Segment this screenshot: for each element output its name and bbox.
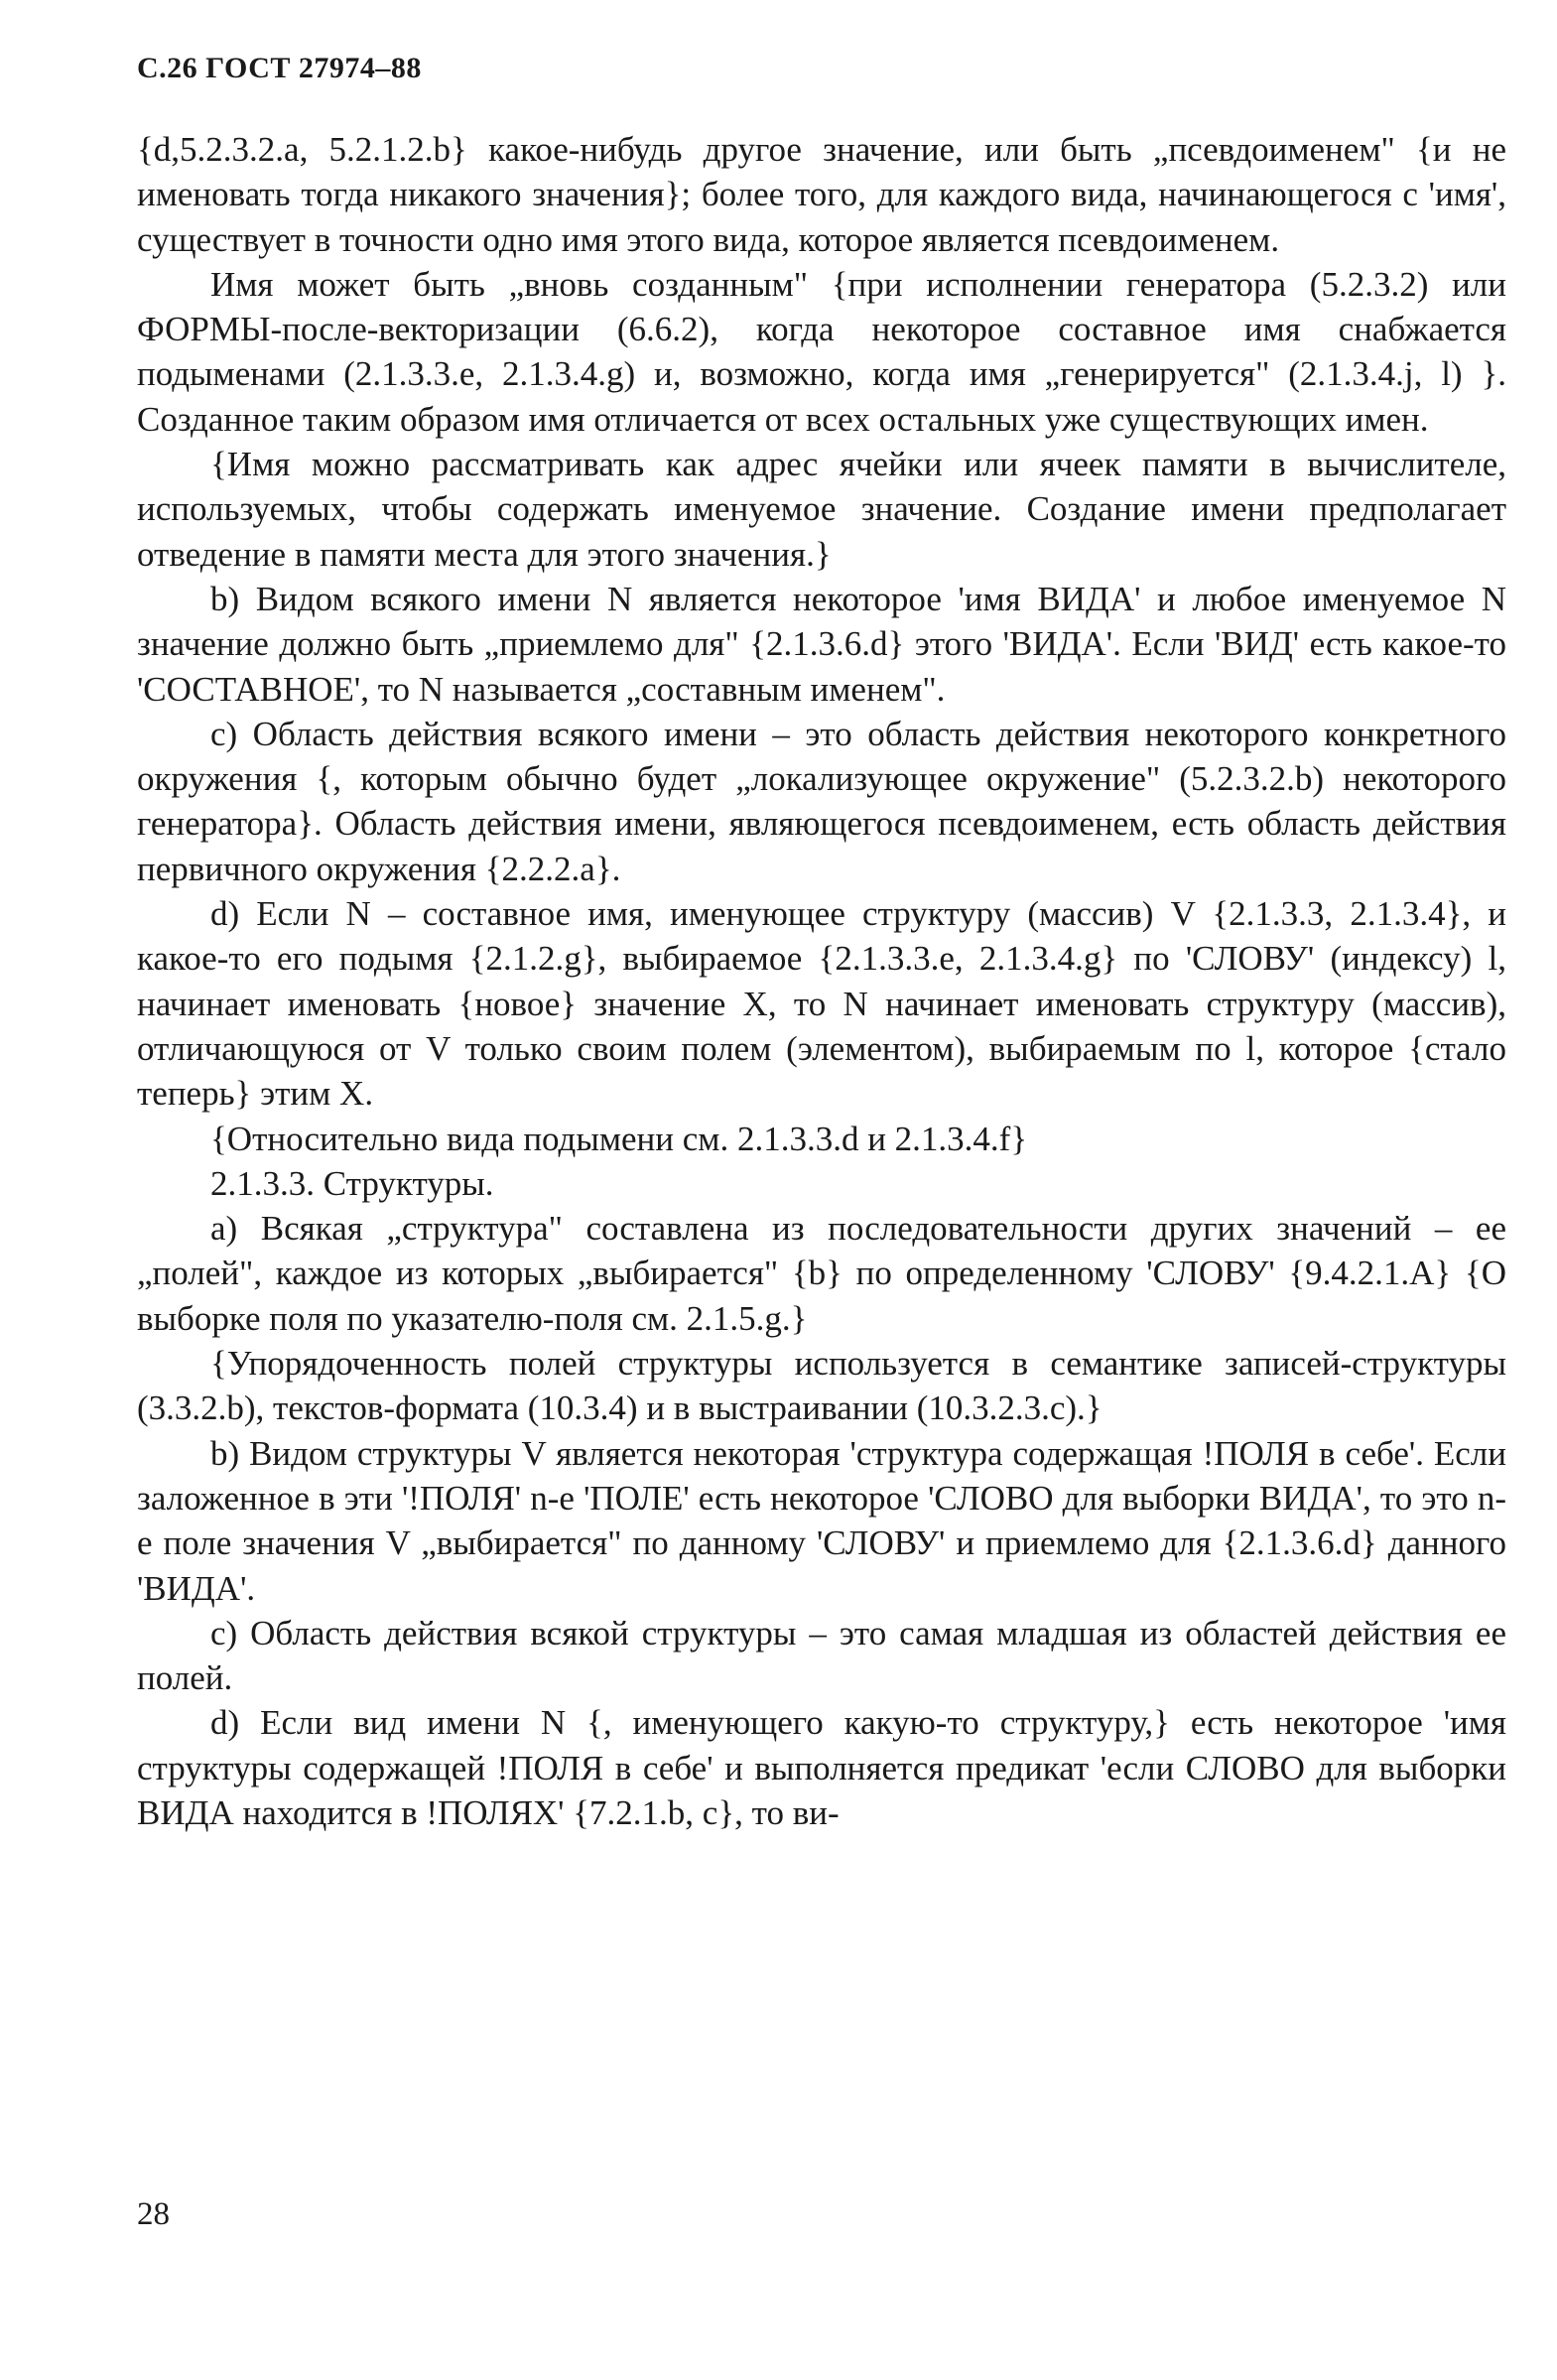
paragraph-new-name: Имя может быть „вновь созданным" {при исполнении генератора (5.2.3.2) или ФОРМЫ-после-векторизации (6.6.2), когда некоторое составное имя снабжается подыменами (2.1.3.3.e, 2.1.3.4.g) и, возможно, когда имя „генерируется" (2.1.3.4.j, l) }. Созданное таким образом имя отличается от всех остальных уже существующих имен. (137, 264, 1506, 439)
paragraph-structures-b: b) Видом структуры V является некоторая 'структура содержащая !ПОЛЯ в себе'. Если заложенное в эти '!ПОЛЯ' n-е 'ПОЛЕ' есть некоторое 'СЛОВО для выборки ВИДА', то это n-е поле значения V „выбирается" по данному 'СЛОВУ' и приемлемо для {2.1.3.6.d} данного 'ВИДА'. (137, 1433, 1506, 1608)
paragraph-structures-a: a) Всякая „структура" составлена из последовательности других значений – ее „полей", каждое из которых „выбирается" {b} по определенному 'СЛОВУ' {9.4.2.1.A} {О выборке поля по указателю-поля см. 2.1.5.g.} (137, 1209, 1506, 1338)
running-header: С.26 ГОСТ 27974–88 (137, 52, 422, 84)
body-text (137, 127, 1506, 1835)
paragraph-continuation: {d,5.2.3.2.a, 5.2.1.2.b} какое-нибудь другое значение, или быть „псевдоименем" {и не именовать тогда никакого значения}; более того, для каждого вида, начинающегося с 'имя', существует в точности одно имя этого вида, которое является псевдоименем. (137, 130, 1506, 259)
page-number: 28 (137, 2196, 170, 2232)
paragraph-structures-d: d) Если вид имени N {, именующего какую-то структуру,} есть некоторое 'имя структуры содержащей !ПОЛЯ в себе' и выполняется предикат 'если СЛОВО для выборки ВИДА находится в !ПОЛЯХ' {7.2.1.b, c}, то ви- (137, 1703, 1506, 1832)
section-heading-structures: 2.1.3.3. Структуры. (210, 1163, 494, 1203)
paragraph-subname-note: {Относительно вида подымени см. 2.1.3.3.d и 2.1.3.4.f} (210, 1119, 1028, 1158)
paragraph-structures-c: c) Область действия всякой структуры – это самая младшая из областей действия ее полей. (137, 1613, 1506, 1698)
paragraph-item-b: b) Видом всякого имени N является некоторое 'имя ВИДА' и любое именуемое N значение должно быть „приемлемо для" {2.1.3.6.d} этого 'ВИДА'. Если 'ВИД' есть какое-то 'СОСТАВНОЕ', то N называется „составным именем". (137, 579, 1506, 709)
paragraph-field-order-note: {Упорядоченность полей структуры используется в семантике записей-структуры (3.3.2.b), текстов-формата (10.3.4) и в выстраивании (10.3.2.3.c).} (137, 1344, 1506, 1428)
paragraph-memory-note: {Имя можно рассматривать как адрес ячейки или ячеек памяти в вычислителе, используемых, чтобы содержать именуемое значение. Создание имени предполагает отведение в памяти места для этого значения.} (137, 445, 1506, 574)
paragraph-item-c: c) Область действия всякого имени – это область действия некоторого конкретного окружения {, которым обычно будет „локализующее окружение" (5.2.3.2.b) некоторого генератора}. Область действия имени, являющегося псевдоименем, есть область действия первичного окружения {2.2.2.a}. (137, 714, 1506, 888)
paragraph-item-d: d) Если N – составное имя, именующее структуру (массив) V {2.1.3.3, 2.1.3.4}, и какое-то его подымя {2.1.2.g}, выбираемое {2.1.3.3.e, 2.1.3.4.g} по 'СЛОВУ' (индексу) l, начинает именовать {новое} значение X, то N начинает именовать структуру (массив), отличающуюся от V только своим полем (элементом), выбираемым по l, которое {стало теперь} этим X. (137, 894, 1506, 1114)
